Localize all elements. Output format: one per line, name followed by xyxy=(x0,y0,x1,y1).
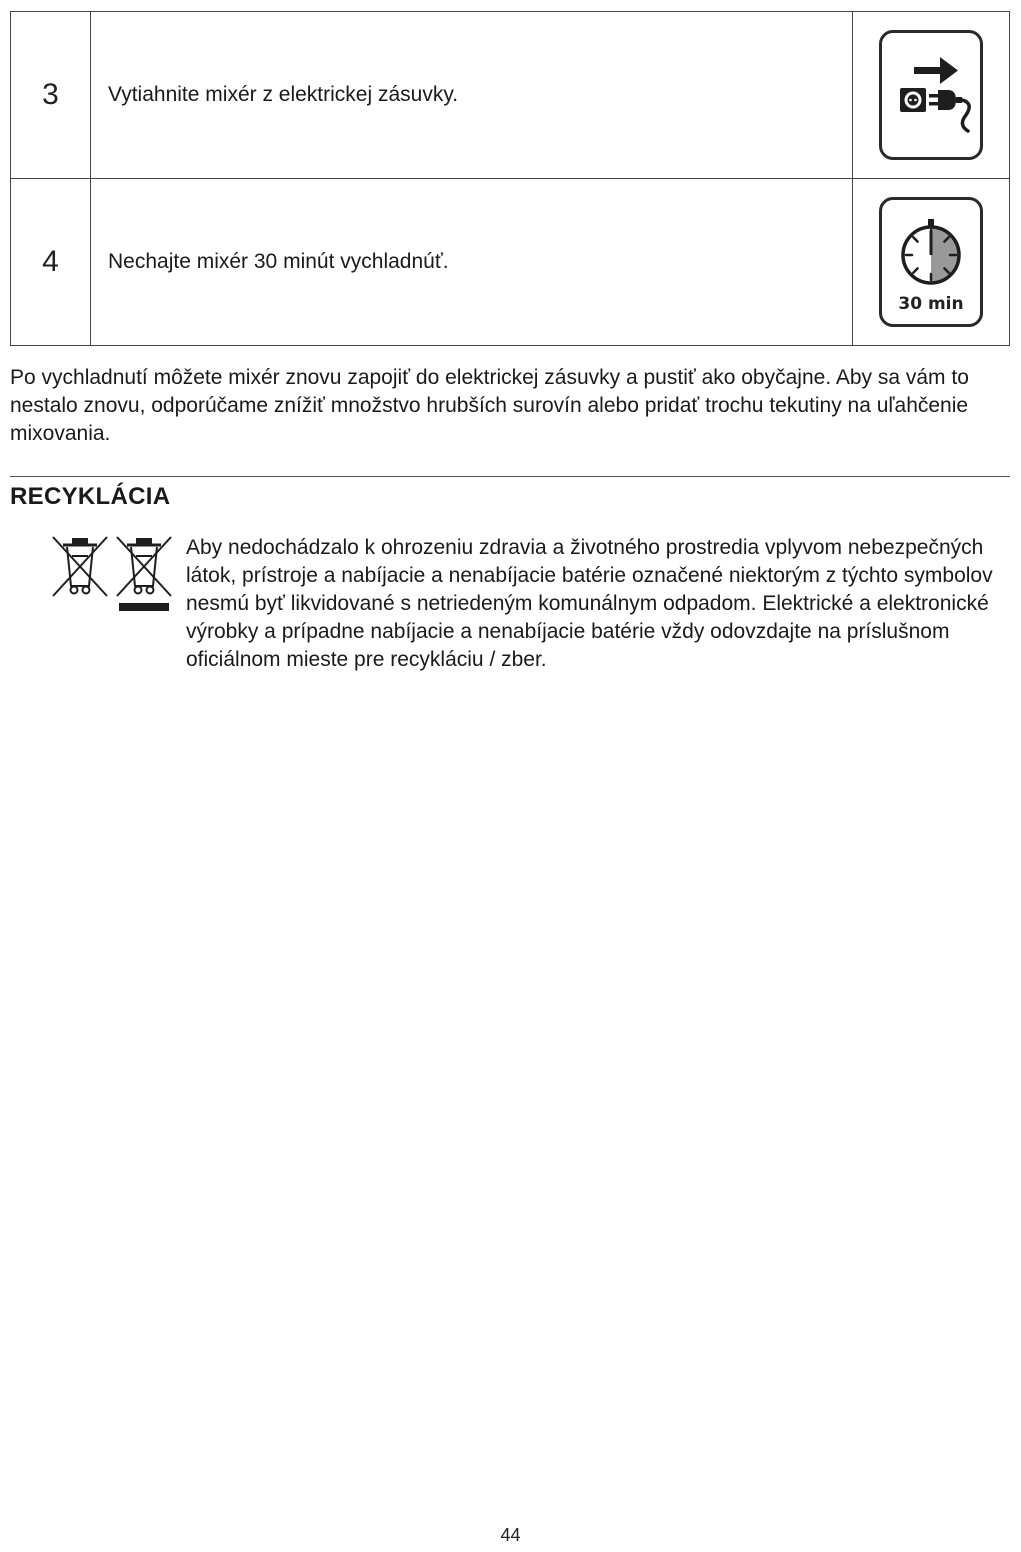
recycling-heading: RECYKLÁCIA xyxy=(10,483,171,510)
step-row-4 xyxy=(11,179,1010,346)
step-text: Vytiahnite mixér z elektrickej zásuvky. xyxy=(91,12,853,179)
crossed-bin-icon xyxy=(53,537,107,596)
crossed-bin-bar-icon xyxy=(117,537,171,611)
step-text: Nechajte mixér 30 minút vychladnúť. xyxy=(91,179,853,346)
step-row-3 xyxy=(11,12,1010,179)
timer-icon xyxy=(879,197,983,327)
recycling-symbols xyxy=(50,534,180,623)
cooldown-paragraph: Po vychladnutí môžete mixér znovu zapojiť do elektrickej zásuvky a pustiť ako obyčajne. Aby sa vám to nestalo znovu, odporúčame znížiť množstvo hrubších surovín alebo pridať trochu tekutiny na uľahčenie mixovania. xyxy=(10,366,969,445)
step-icon-cell xyxy=(853,12,1010,179)
recycling-text: Aby nedochádzalo k ohrozeniu zdravia a životného prostredia vplyvom nebezpečných látok, prístroje a nabíjacie a nenabíjacie batérie označené niektorým z týchto symbolov nesmú byť likvidované s netriedeným komunálnym odpadom. Elektrické a elektronické výrobky a prípadne nabíjacie a nenabíjacie batérie vždy odovzdajte na príslušnom oficiálnom mieste pre recykláciu / zber. xyxy=(186,536,993,671)
steps-table xyxy=(10,11,1010,346)
page-number: 44 xyxy=(500,1525,521,1545)
step-number: 4 xyxy=(11,179,91,346)
timer-label: 30 min xyxy=(898,294,964,314)
step-icon-cell xyxy=(853,179,1010,346)
section-divider xyxy=(10,476,1010,477)
step-number: 3 xyxy=(11,12,91,179)
unplug-icon xyxy=(879,30,983,160)
